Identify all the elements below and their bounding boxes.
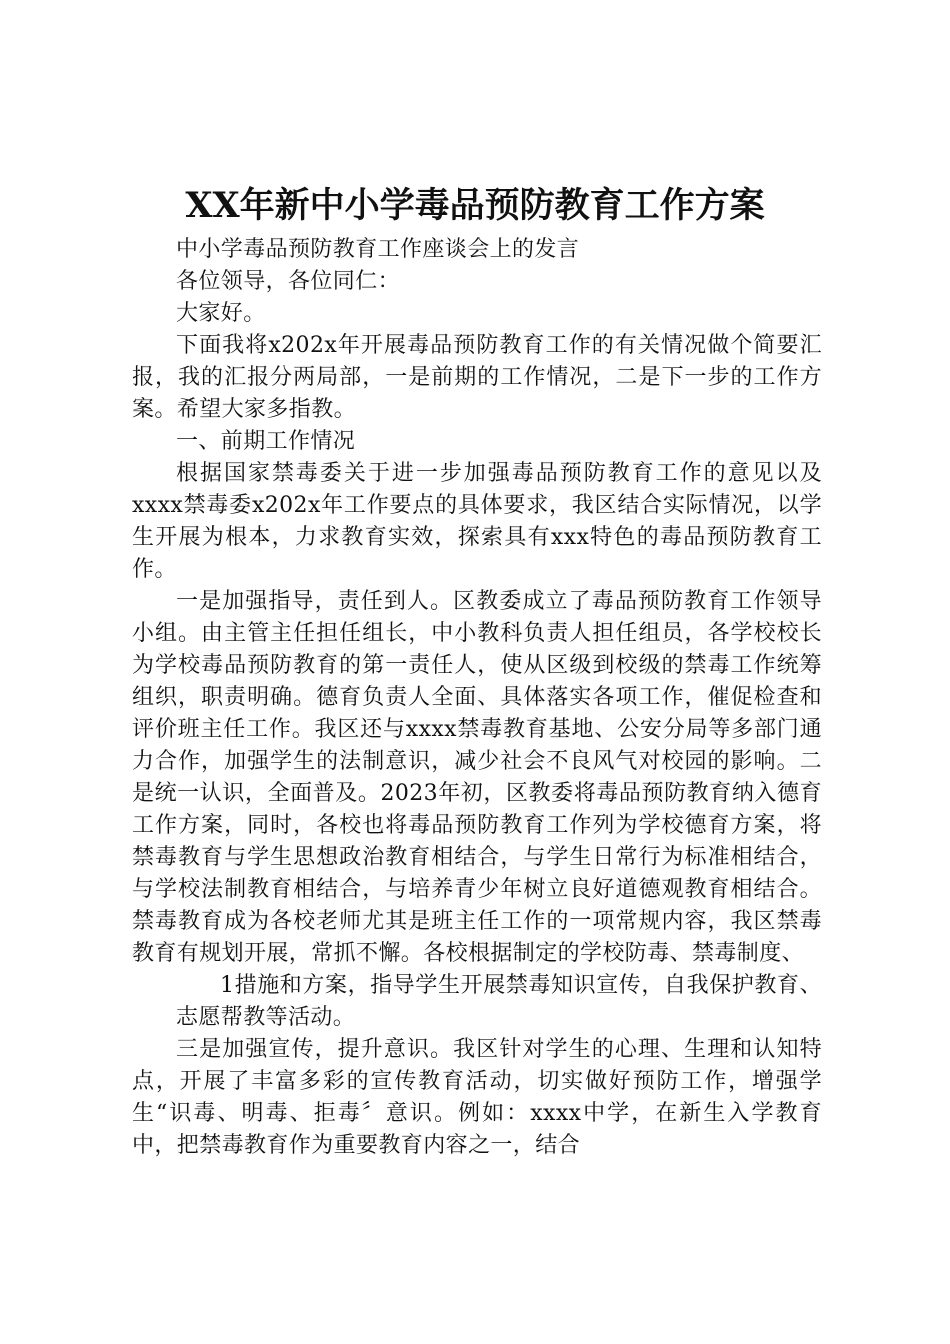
paragraph-measures: 1措施和方案，指导学生开展禁毒知识宣传，自我保护教育、志愿帮教等活动。 [176, 973, 822, 1030]
section-heading-previous-work: 一、前期工作情况 [176, 429, 356, 454]
document-title: XX年新中小学毒品预防教育工作方案 [185, 185, 765, 226]
paragraph-background: 根据国家禁毒委关于进一步加强毒品预防教育工作的意见以及xxxx禁毒委x202x年工作要点的具体要求，我区结合实际情况，以学生开展为根本，力求教育实效，探索具有xxx特色的毒品预防教育工作。 [132, 461, 822, 582]
paragraph-publicity: 三是加强宣传，提升意识。我区针对学生的心理、生理和认知特点，开展了丰富多彩的宣传教育活动，切实做好预防工作，增强学生“识毒、明毒、拒毒〞意识。例如：xxxx中学，在新生入学教育中，把禁毒教育作为重要教育内容之一，结合 [132, 1037, 822, 1158]
paragraph-guidance: 一是加强指导，责任到人。区教委成立了毒品预防教育工作领导小组。由主管主任担任组长，中小教科负责人担任组员，各学校校长为学校毒品预防教育的第一责任人，使从区级到校级的禁毒工作统筹组织，职责明确。德育负责人全面、具体落实各项工作，催促检查和评价班主任工作。我区还与xxxx禁毒教育基地、公安分局等多部门通力合作，加强学生的法制意识，减少社会不良风气对校园的影响。二是统一认识，全面普及。2023年初，区教委将毒品预防教育纳入德育工作方案，同时，各校也将毒品预防教育工作列为学校德育方案，将禁毒教育与学生思想政治教育相结合，与学生日常行为标准相结合，与学校法制教育相结合，与培养青少年树立良好道德观教育相结合。禁毒教育成为各校老师尤其是班主任工作的一项常规内容，我区禁毒教育有规划开展，常抓不懈。各校根据制定的学校防毒、禁毒制度、 [132, 589, 822, 966]
paragraph-greeting: 大家好。 [176, 301, 266, 326]
paragraph-speech-heading: 中小学毒品预防教育工作座谈会上的发言 [176, 237, 580, 262]
paragraph-intro: 下面我将x202x年开展毒品预防教育工作的有关情况做个简要汇报，我的汇报分两局部，一是前期的工作情况，二是下一步的工作方案。希望大家多指教。 [132, 333, 822, 422]
paragraph-salutation: 各位领导，各位同仁： [176, 269, 401, 294]
document-body [132, 234, 822, 1162]
